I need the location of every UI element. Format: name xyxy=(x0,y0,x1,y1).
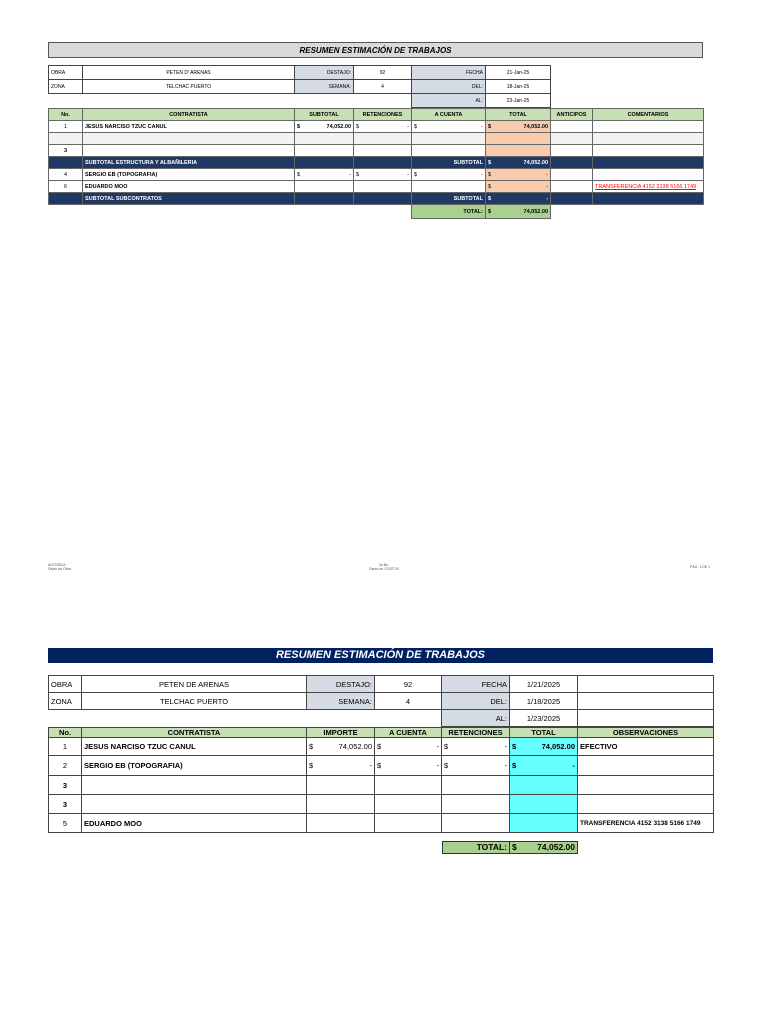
contratista-cell[interactable]: EDUARDO MOO xyxy=(83,181,295,193)
total-label: TOTAL: xyxy=(412,205,486,219)
obra-value[interactable]: PETEN D' ARENAS xyxy=(83,66,295,80)
zona-value[interactable]: TELCHAC PUERTO xyxy=(83,80,295,94)
row-number: 5 xyxy=(49,814,82,833)
al-label: AL: xyxy=(442,710,510,727)
contratista-cell[interactable]: SERGIO EB (TOPOGRAFIA) xyxy=(83,169,295,181)
table-row xyxy=(49,145,704,157)
total-value: $ 74,052.00 xyxy=(486,205,551,219)
semana-value[interactable]: 4 xyxy=(375,693,442,710)
subtotal-cell[interactable]: $ 74,052.00 xyxy=(295,121,354,133)
obra-label: OBRA xyxy=(49,66,83,80)
col-header: OBSERVACIONES xyxy=(578,728,714,738)
sheet1-main-table xyxy=(48,108,704,219)
row-number: 1 xyxy=(49,738,82,756)
a-cuenta-cell[interactable]: $ - xyxy=(375,756,442,776)
obra-label: OBRA xyxy=(49,676,82,693)
comentarios-cell[interactable] xyxy=(593,121,704,133)
importe-cell[interactable]: $ - xyxy=(307,756,375,776)
destajo-label: DESTAJO: xyxy=(307,676,375,693)
col-header: ANTICIPOS xyxy=(551,109,593,121)
col-header: CONTRATISTA xyxy=(82,728,307,738)
al-value[interactable]: 23-Jan-25 xyxy=(486,94,551,108)
destajo-value[interactable]: 92 xyxy=(354,66,412,80)
col-header: COMENTARIOS xyxy=(593,109,704,121)
contratista-cell[interactable]: SERGIO EB (TOPOGRAFIA) xyxy=(82,756,307,776)
a-cuenta-cell[interactable]: $ - xyxy=(375,738,442,756)
footer-page-number: PÁG. 1 DE 1 xyxy=(690,565,711,569)
sheet2-total-box xyxy=(442,841,578,854)
table-row xyxy=(49,738,714,756)
destajo-value[interactable]: 92 xyxy=(375,676,442,693)
subtotal-estructura-row xyxy=(49,157,704,169)
observaciones-cell[interactable]: EFECTIVO xyxy=(578,738,714,756)
col-header: TOTAL xyxy=(486,109,551,121)
contratista-cell[interactable]: JESUS NARCISO TZUC CANUL xyxy=(82,738,307,756)
row-number: 3 xyxy=(49,776,82,795)
sheet2-main-table xyxy=(48,727,714,833)
table-row xyxy=(49,121,704,133)
del-value[interactable]: 18-Jan-25 xyxy=(486,80,551,94)
retenciones-cell[interactable]: $ - xyxy=(442,756,510,776)
col-header: A CUENTA xyxy=(412,109,486,121)
subtotal-subcontratos-value: $ - xyxy=(486,193,551,205)
al-label: AL: xyxy=(412,94,486,108)
a-cuenta-cell[interactable]: $ - xyxy=(412,169,486,181)
subtotal-cell[interactable]: $ - xyxy=(295,169,354,181)
importe-cell[interactable]: $ 74,052.00 xyxy=(307,738,375,756)
total-label: TOTAL: xyxy=(443,842,510,853)
semana-label: SEMANA: xyxy=(307,693,375,710)
total-cell[interactable]: $ - xyxy=(486,169,551,181)
col-header: No. xyxy=(49,728,82,738)
table-header-row xyxy=(49,109,704,121)
row-number: 1 xyxy=(49,121,83,133)
row-number: 2 xyxy=(49,756,82,776)
row-number: 4 xyxy=(49,169,83,181)
table-row xyxy=(49,133,704,145)
row-number: 3 xyxy=(49,795,82,814)
del-value[interactable]: 1/18/2025 xyxy=(510,693,578,710)
fecha-value[interactable]: 1/21/2025 xyxy=(510,676,578,693)
zona-value[interactable]: TELCHAC PUERTO xyxy=(82,693,307,710)
del-label: DEL: xyxy=(412,80,486,94)
sheet2-header-table xyxy=(48,675,714,727)
row-number: 3 xyxy=(49,145,83,157)
subtotal-subcontratos-label: SUBTOTAL SUBCONTRATOS xyxy=(83,193,295,205)
observaciones-cell[interactable] xyxy=(578,756,714,776)
col-header: TOTAL xyxy=(510,728,578,738)
table-header-row xyxy=(49,728,714,738)
retenciones-cell[interactable]: $ - xyxy=(354,121,412,133)
total-row xyxy=(49,205,704,219)
anticipos-cell[interactable] xyxy=(551,121,593,133)
total-cell[interactable]: $ - xyxy=(510,756,578,776)
al-value[interactable]: 1/23/2025 xyxy=(510,710,578,727)
semana-value[interactable]: 4 xyxy=(354,80,412,94)
comentario-transferencia-link[interactable]: TRANSFERENCIA 4152 3138 5166 1749 xyxy=(593,181,704,193)
col-header: SUBTOTAL xyxy=(295,109,354,121)
subtotal-label: SUBTOTAL xyxy=(412,193,486,205)
fecha-value[interactable]: 21-Jan-25 xyxy=(486,66,551,80)
observaciones-cell[interactable]: TRANSFERENCIA 4152 3138 5166 1749 xyxy=(578,814,714,833)
zona-label: ZONA xyxy=(49,80,83,94)
col-header: RETENCIONES xyxy=(442,728,510,738)
sheet1-header-table xyxy=(48,65,551,108)
subtotal-estructura-label: SUBTOTAL ESTRUCTURA Y ALBAÑILERIA xyxy=(83,157,295,169)
table-row xyxy=(49,181,704,193)
total-cell[interactable]: $ 74,052.00 xyxy=(510,738,578,756)
total-cell[interactable]: $ 74,052.00 xyxy=(486,121,551,133)
table-row xyxy=(49,795,714,814)
destajo-label: DESTAJO: xyxy=(295,66,354,80)
subtotal-subcontratos-row xyxy=(49,193,704,205)
contratista-cell[interactable]: JESUS NARCISO TZUC CANUL xyxy=(83,121,295,133)
a-cuenta-cell[interactable]: $ - xyxy=(412,121,486,133)
del-label: DEL: xyxy=(442,693,510,710)
total-cell[interactable]: $ - xyxy=(486,181,551,193)
col-header: A CUENTA xyxy=(375,728,442,738)
sheet1-title: RESUMEN ESTIMACIÓN DE TRABAJOS xyxy=(48,42,703,58)
retenciones-cell[interactable]: $ - xyxy=(442,738,510,756)
fecha-label: FECHA xyxy=(412,66,486,80)
obra-value[interactable]: PETEN DE ARENAS xyxy=(82,676,307,693)
zona-label: ZONA xyxy=(49,693,82,710)
table-row xyxy=(49,776,714,795)
total-value: $ 74,052.00 xyxy=(512,842,575,852)
col-header: IMPORTE xyxy=(307,728,375,738)
row-number: 6 xyxy=(49,181,83,193)
table-row xyxy=(49,756,714,776)
contratista-cell[interactable]: EDUARDO MOO xyxy=(82,814,307,833)
footer-autoriza: AUTORIZA Depto de Obra xyxy=(48,563,71,571)
semana-label: SEMANA: xyxy=(295,80,354,94)
subtotal-estructura-value: $ 74,052.00 xyxy=(486,157,551,169)
col-header: No. xyxy=(49,109,83,121)
retenciones-cell[interactable]: $ - xyxy=(354,169,412,181)
subtotal-label: SUBTOTAL xyxy=(412,157,486,169)
table-row xyxy=(49,169,704,181)
sheet2-title: RESUMEN ESTIMACIÓN DE TRABAJOS xyxy=(48,648,713,663)
table-row xyxy=(49,814,714,833)
col-header: RETENCIONES xyxy=(354,109,412,121)
col-header: CONTRATISTA xyxy=(83,109,295,121)
fecha-label: FECHA xyxy=(442,676,510,693)
footer-vobo: Vo.Bo. Depto de COSTOS xyxy=(369,563,399,571)
